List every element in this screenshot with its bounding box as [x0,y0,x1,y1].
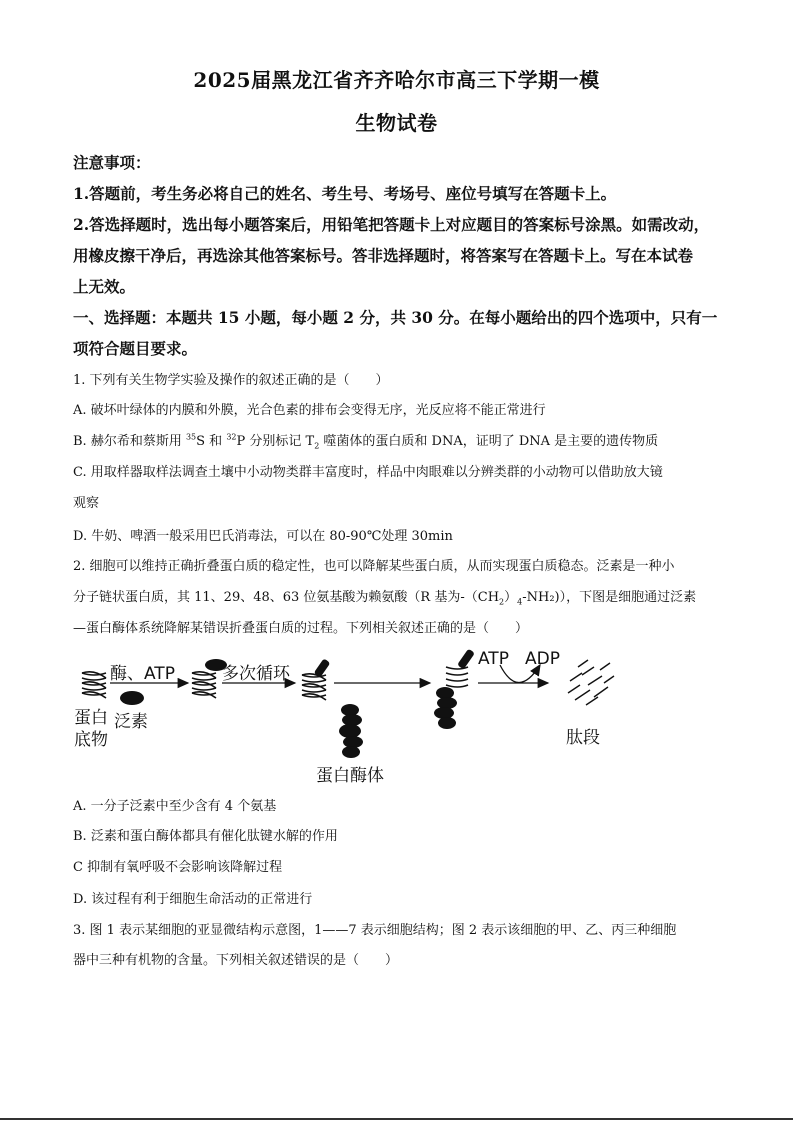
q3-stem-line-1: 3. 图 1 表示某细胞的亚显微结构示意图，1——7 表示细胞结构；图 2 表示该细胞的甲、乙、丙三种细胞 [73,923,677,938]
q3-stem-line-2: 器中三种有机物的含量。下列相关叙述错误的是（ ） [73,953,399,968]
ubiquitin-proteasome-diagram [70,645,720,790]
label-peptides: 肽段 [566,728,600,748]
proteasome-model [339,704,363,758]
page-subtitle: 生物试卷 [355,111,438,135]
q2-stem-line-1: 2. 细胞可以维持正确折叠蛋白质的稳定性，也可以降解某些蛋白质，从而实现蛋白质稳态。泛素是一种小 [73,559,675,574]
q1-option-a: A. 破坏叶绿体的内膜和外膜，光合色素的排布会变得无序，光反应将不能正常进行 [73,403,546,418]
section-heading-line-2: 项符合题目要求。 [73,339,198,358]
q1-option-d: D. 牛奶、啤酒一般采用巴氏消毒法，可以在 80-90℃处理 30min [73,529,453,544]
label-multiple-cycles: 多次循环 [222,664,290,684]
q1-option-b: B. 赫尔希和蔡斯用 $^{35}$S 和 $^{32}$P 分别标记 $T_2$ 噬菌体的蛋白质和 DNA，证明了 DNA 是主要的遗传物质 [73,432,659,451]
label-proteasome: 蛋白酶体 [316,766,384,786]
q2-option-b: B. 泛素和蛋白酶体都具有催化肽键水解的作用 [73,829,338,844]
q1-stem: 1. 下列有关生物学实验及操作的叙述正确的是（ ） [73,373,389,388]
polyubiquitin-chain-1 [314,658,331,677]
q2-option-d: D. 该过程有利于细胞生命活动的正常进行 [73,892,313,907]
notice-item-2-line-3: 上无效。 [73,277,136,296]
protein-substrate-coil-3 [302,674,326,700]
label-ubiquitin: 泛素 [114,712,148,732]
q2-stem-line-3: —蛋白酶体系统降解某错误折叠蛋白质的过程。下列相关叙述正确的是（ ） [73,621,529,636]
q1-option-c-line-2: 观察 [73,496,100,511]
page-title: 2025届黑龙江省齐齐哈尔市高三下学期一模 [193,68,600,92]
q2-option-c: C 抑制有氧呼吸不会影响该降解过程 [73,860,283,875]
bottom-rule [0,1118,793,1120]
polyubiquitin-chain-2 [457,649,475,670]
notice-item-2-line-2: 用橡皮擦干净后，再选涂其他答案标号。答非选择题时，将答案写在答题卡上。写在本试卷 [73,246,694,265]
label-enzyme-atp: 酶、ATP [110,664,175,684]
q2-option-a: A. 一分子泛素中至少含有 4 个氨基 [73,799,277,814]
section-heading-line-1: 一、选择题：本题共 15 小题，每小题 2 分，共 30 分。在每小题给出的四个选项中，只有一 [73,308,718,327]
q2-stem-line-2: 分子链状蛋白质，其 11、29、48、63 位氨基酸为赖氨酸（R 基为$-(CH_2)_4-NH_2$)），下图是细胞通过泛素 [73,590,697,607]
label-adp: ADP [525,649,560,669]
peptide-fragments [568,660,614,705]
label-protein-substrate-2: 底物 [74,730,108,750]
label-protein-substrate-1: 蛋白 [74,708,108,728]
ubiquitin-blob-1 [120,691,144,705]
protein-substrate-coil-1 [82,672,106,698]
label-atp: ATP [478,649,509,669]
notice-item-1: 1.答题前，考生务必将自己的姓名、考生号、考场号、座位号填写在答题卡上。 [73,184,617,203]
q1-option-c-line-1: C. 用取样器取样法调查土壤中小动物类群丰富度时，样品中肉眼难以分辨类群的小动物可以借助放大镜 [73,465,663,480]
protein-substrate-coil-2 [192,672,216,698]
notice-heading: 注意事项： [73,153,151,172]
notice-item-2-line-1: 2.答选择题时，选出每小题答案后，用铅笔把答题卡上对应题目的答案标号涂黑。如需改动， [73,215,710,234]
protein-substrate-coil-4 [446,667,468,687]
substrate-proteasome-complex [434,687,457,729]
